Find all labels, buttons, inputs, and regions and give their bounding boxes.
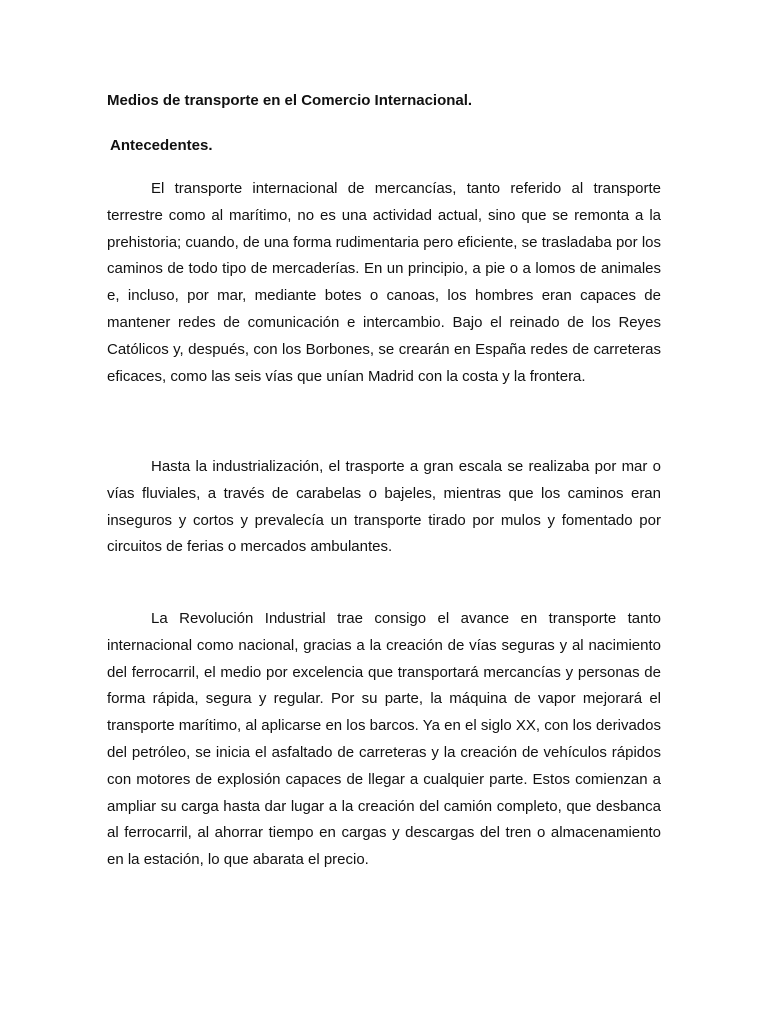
document-title: Medios de transporte en el Comercio Internacional. [107, 92, 473, 109]
paragraph: Hasta la industrialización, el trasporte a gran escala se realizaba por mar o vías fluviales, a través de carabelas o bajeles, mientras que los caminos eran inseguros y cortos y prevalecía un transporte tirado por mulos y fomentado por circuitos de ferias o mercados ambulantes. [107, 458, 661, 556]
paragraph: El transporte internacional de mercancías, tanto referido al transporte terrestre como al marítimo, no es una actividad actual, sino que se remonta a la prehistoria; cuando, de una forma rudimentaria pero eficiente, se trasladaba por los caminos de todo tipo de mercaderías. En un principio, a pie o a lomos de animales e, incluso, por mar, mediante botes o canoas, los hombres eran capaces de mantener redes de comunicación e intercambio. Bajo el reinado de los Reyes Católicos y, después, con los Borbones, se crearán en España redes de carreteras eficaces, como las seis vías que unían Madrid con la costa y la frontera. [107, 180, 661, 385]
section-heading: Antecedentes. [110, 137, 213, 154]
paragraph: La Revolución Industrial trae consigo el avance en transporte tanto internacional como nacional, gracias a la creación de vías seguras y al nacimiento del ferrocarril, el medio por excelencia que transportará mercancías y personas de forma rápida, segura y regular. Por su parte, la máquina de vapor mejorará el transporte marítimo, al aplicarse en los barcos. Ya en el siglo XX, con los derivados del petróleo, se inicia el asfaltado de carreteras y la creación de vehículos rápidos con motores de explosión capaces de llegar a cualquier parte. Estos comienzan a ampliar su carga hasta dar lugar a la creación del camión completo, que desbanca al ferrocarril, al ahorrar tiempo en cargas y descargas del tren o almacenamiento en la estación, lo que abarata el precio. [107, 610, 661, 869]
